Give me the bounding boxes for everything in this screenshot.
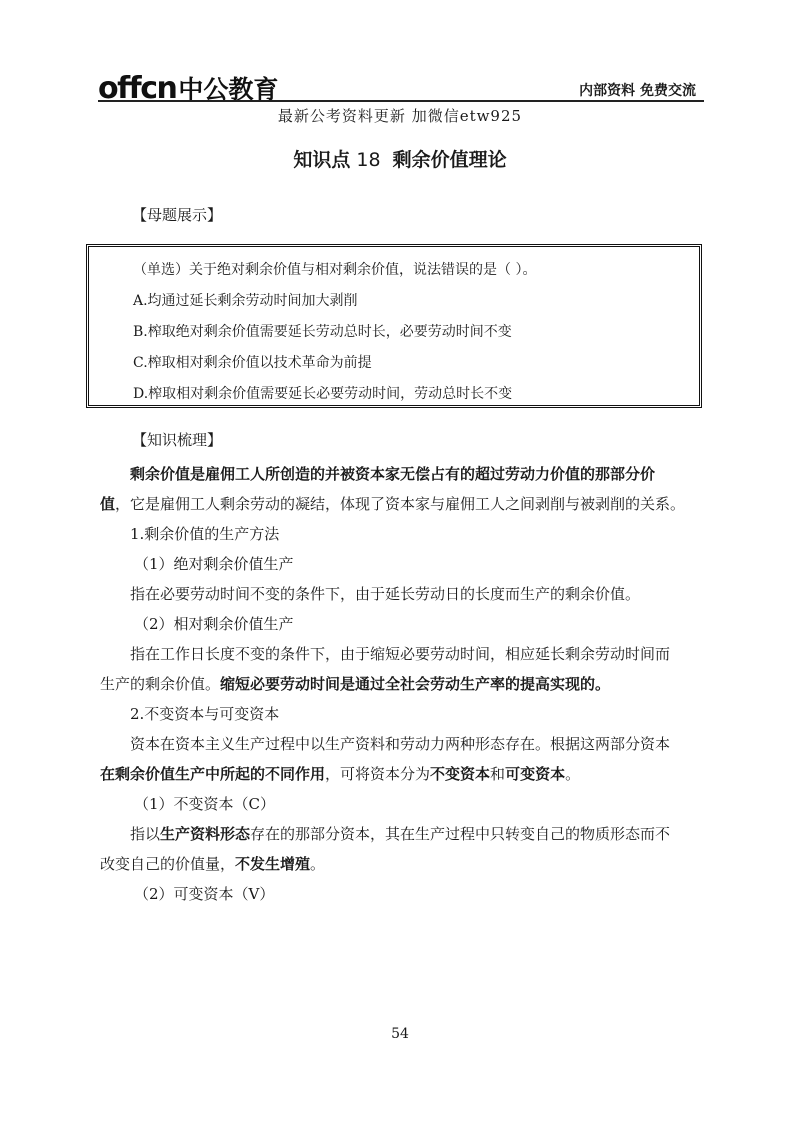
option-d: D.榨取相对剩余价值需要延长必要劳动时间，劳动总时长不变 — [133, 386, 513, 402]
capital-bold-variable: 可变资本 — [505, 765, 566, 783]
heading-variable-capital: （2）可变资本（V） — [134, 885, 275, 903]
heading-production-methods: 1.剩余价值的生产方法 — [130, 525, 280, 543]
option-b: B.榨取绝对剩余价值需要延长劳动总时长，必要劳动时间不变 — [133, 324, 512, 340]
paragraph-capital-line-2 — [100, 759, 700, 789]
title-number: 18 — [356, 149, 381, 171]
capital-plain: ，可将资本分为 — [325, 765, 431, 783]
logo-chinese-text: 中公教育 — [178, 75, 279, 104]
heading-absolute-surplus: （1）绝对剩余价值生产 — [134, 555, 294, 573]
heading-capital-types: 2.不变资本与可变资本 — [130, 705, 280, 723]
definition-line-1 — [100, 459, 700, 489]
option-a: A.均通过延长剩余劳动时间加大剥削 — [133, 293, 358, 309]
constant-bold: 生产资料形态 — [160, 825, 251, 843]
section-heading-example: 【母题展示】 — [132, 206, 223, 224]
relative-bold: 缩短必要劳动时间是通过全社会劳动生产率的提高实现的。 — [220, 675, 611, 693]
paragraph-absolute-surplus: 指在必要劳动时间不变的条件下，由于延长劳动日的长度而生产的剩余价值。 — [130, 585, 641, 603]
knowledge-content — [100, 459, 700, 909]
constant-line2-bold: 不发生增殖 — [235, 855, 311, 873]
offcn-logo — [98, 70, 278, 104]
capital-bold-constant: 不变资本 — [430, 765, 491, 783]
constant-line2-plain: 改变自己的价值量， — [100, 855, 236, 873]
relative-plain: 生产的剩余价值。 — [100, 675, 221, 693]
definition-bold: 剩余价值是雇佣工人所创造的并被资本家无偿占有的超过劳动力价值的那部分价 — [130, 465, 656, 483]
constant-start: 指以 — [130, 825, 161, 843]
definition-bold-end: 值 — [100, 495, 116, 513]
title-prefix: 知识点 — [293, 149, 351, 171]
question-stem: （单选）关于绝对剩余价值与相对剩余价值，说法错误的是（ ）。 — [133, 262, 537, 278]
logo-latin-text: offcn — [98, 71, 177, 106]
paragraph-constant-line-2 — [100, 849, 700, 879]
paragraph-constant-line-1 — [100, 819, 700, 849]
constant-rest: 存在的那部分资本，其在生产过程中只转变自己的物质形态而不 — [250, 825, 671, 843]
definition-line-2 — [100, 489, 700, 519]
capital-bold-role: 在剩余价值生产中所起的不同作用 — [100, 765, 326, 783]
heading-constant-capital: （1）不变资本（C） — [134, 795, 276, 813]
paragraph-capital-line-1: 资本在资本主义生产过程中以生产资料和劳动力两种形态存在。根据这两部分资本 — [130, 735, 671, 753]
wechat-notice: 最新公考资料更新 加微信etw925 — [277, 107, 523, 125]
paragraph-relative-line-1: 指在工作日长度不变的条件下，由于缩短必要劳动时间，相应延长剩余劳动时间而 — [130, 645, 671, 663]
title-topic: 剩余价值理论 — [392, 149, 507, 171]
definition-rest: ，它是雇佣工人剩余劳动的凝结，体现了资本家与雇佣工人之间剥削与被剥削的关系。 — [115, 495, 686, 513]
header-divider — [98, 100, 704, 102]
capital-end: 。 — [565, 765, 581, 783]
question-box — [86, 244, 702, 408]
page-number: 54 — [391, 1026, 409, 1042]
option-c: C.榨取相对剩余价值以技术革命为前提 — [133, 355, 372, 371]
constant-line2-end: 。 — [310, 855, 326, 873]
header-tagline: 内部资料 免费交流 — [579, 83, 696, 99]
paragraph-relative-line-2 — [100, 669, 700, 699]
heading-relative-surplus: （2）相对剩余价值生产 — [134, 615, 294, 633]
section-heading-review: 【知识梳理】 — [132, 431, 223, 449]
page-title — [0, 145, 800, 172]
capital-and: 和 — [490, 765, 506, 783]
